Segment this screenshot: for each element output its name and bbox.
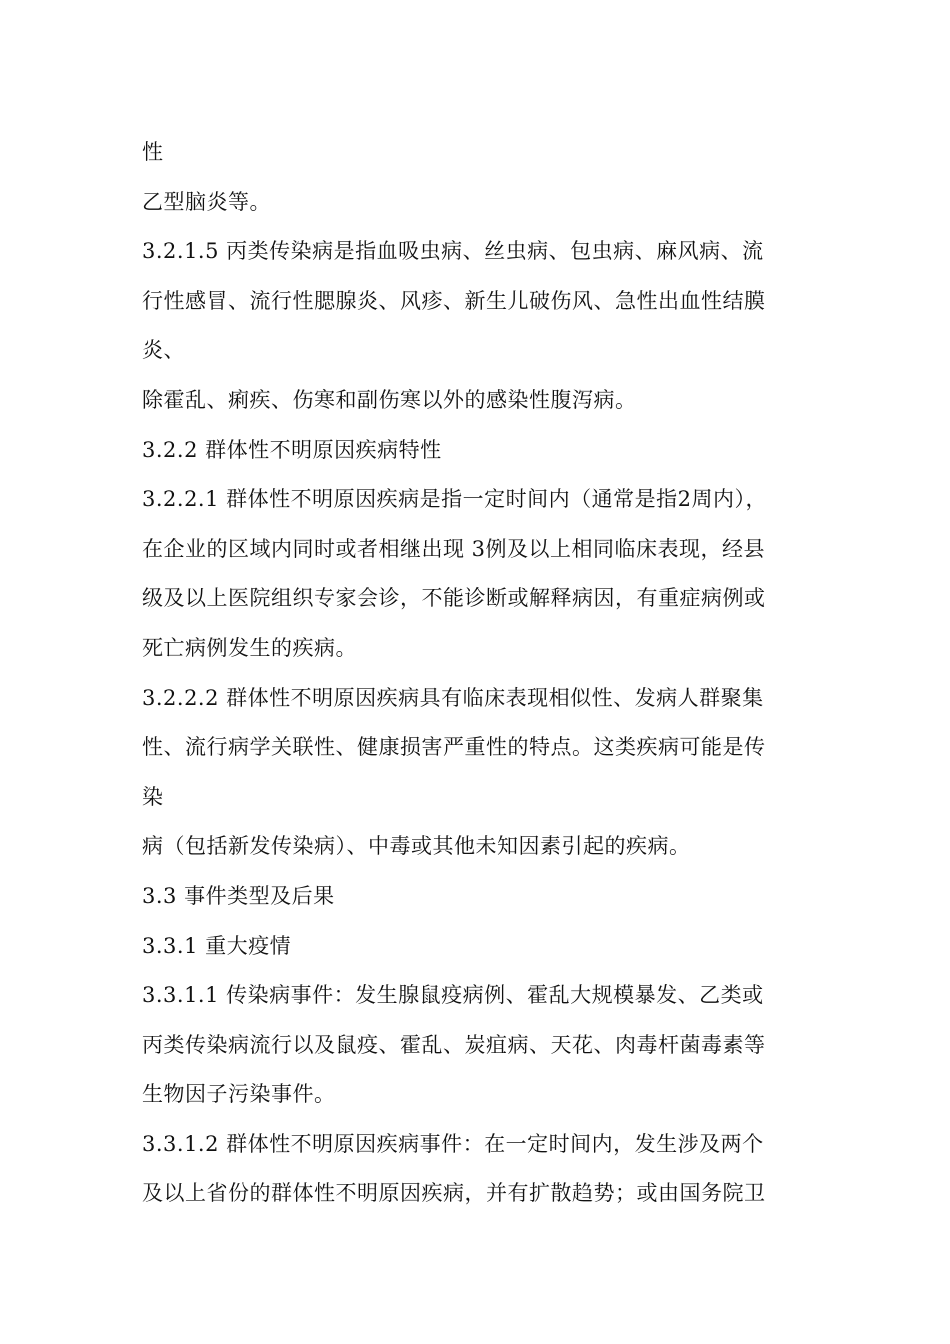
text-line: 染 <box>142 784 164 809</box>
text-line: 丙类传染病流行以及鼠疫、霍乱、炭疽病、天花、肉毒杆菌毒素等 <box>142 1032 766 1057</box>
text-line: 3.2.2.1 群体性不明原因疾病是指一定时间内（通常是指2周内）， <box>142 487 768 512</box>
section-heading: 3.3.1 重大疫情 <box>142 933 292 958</box>
text-line: 病（包括新发传染病）、中毒或其他未知因素引起的疾病。 <box>142 834 691 859</box>
text-line: 乙型脑炎等。 <box>142 189 271 214</box>
text-line: 炎、 <box>142 338 185 363</box>
text-line: 性、流行病学关联性、健康损害严重性的特点。这类疾病可能是传 <box>142 735 766 760</box>
text-line: 3.3.1.1 传染病事件：发生腺鼠疫病例、霍乱大规模暴发、乙类或 <box>142 983 764 1008</box>
text-line: 3.2.1.5 丙类传染病是指血吸虫病、丝虫病、包虫病、麻风病、流 <box>142 239 764 264</box>
text-line: 行性感冒、流行性腮腺炎、风疹、新生儿破伤风、急性出血性结膜 <box>142 288 766 313</box>
document-body <box>142 128 812 1219</box>
text-line: 生物因子污染事件。 <box>142 1082 336 1107</box>
text-line: 及以上省份的群体性不明原因疾病，并有扩散趋势；或由国务院卫 <box>142 1181 766 1206</box>
text-line: 级及以上医院组织专家会诊，不能诊断或解释病因，有重症病例或 <box>142 586 766 611</box>
text-line: 除霍乱、痢疾、伤寒和副伤寒以外的感染性腹泻病。 <box>142 387 637 412</box>
text-line: 死亡病例发生的疾病。 <box>142 635 357 660</box>
section-heading: 3.3 事件类型及后果 <box>142 883 335 908</box>
text-line: 3.2.2.2 群体性不明原因疾病具有临床表现相似性、发病人群聚集 <box>142 685 764 710</box>
section-heading: 3.2.2 群体性不明原因疾病特性 <box>142 437 442 462</box>
text-line: 性 <box>142 140 164 164</box>
text-line: 3.3.1.2 群体性不明原因疾病事件：在一定时间内，发生涉及两个 <box>142 1131 764 1156</box>
text-line: 在企业的区域内同时或者相继出现 3例及以上相同临床表现，经县 <box>142 536 766 561</box>
